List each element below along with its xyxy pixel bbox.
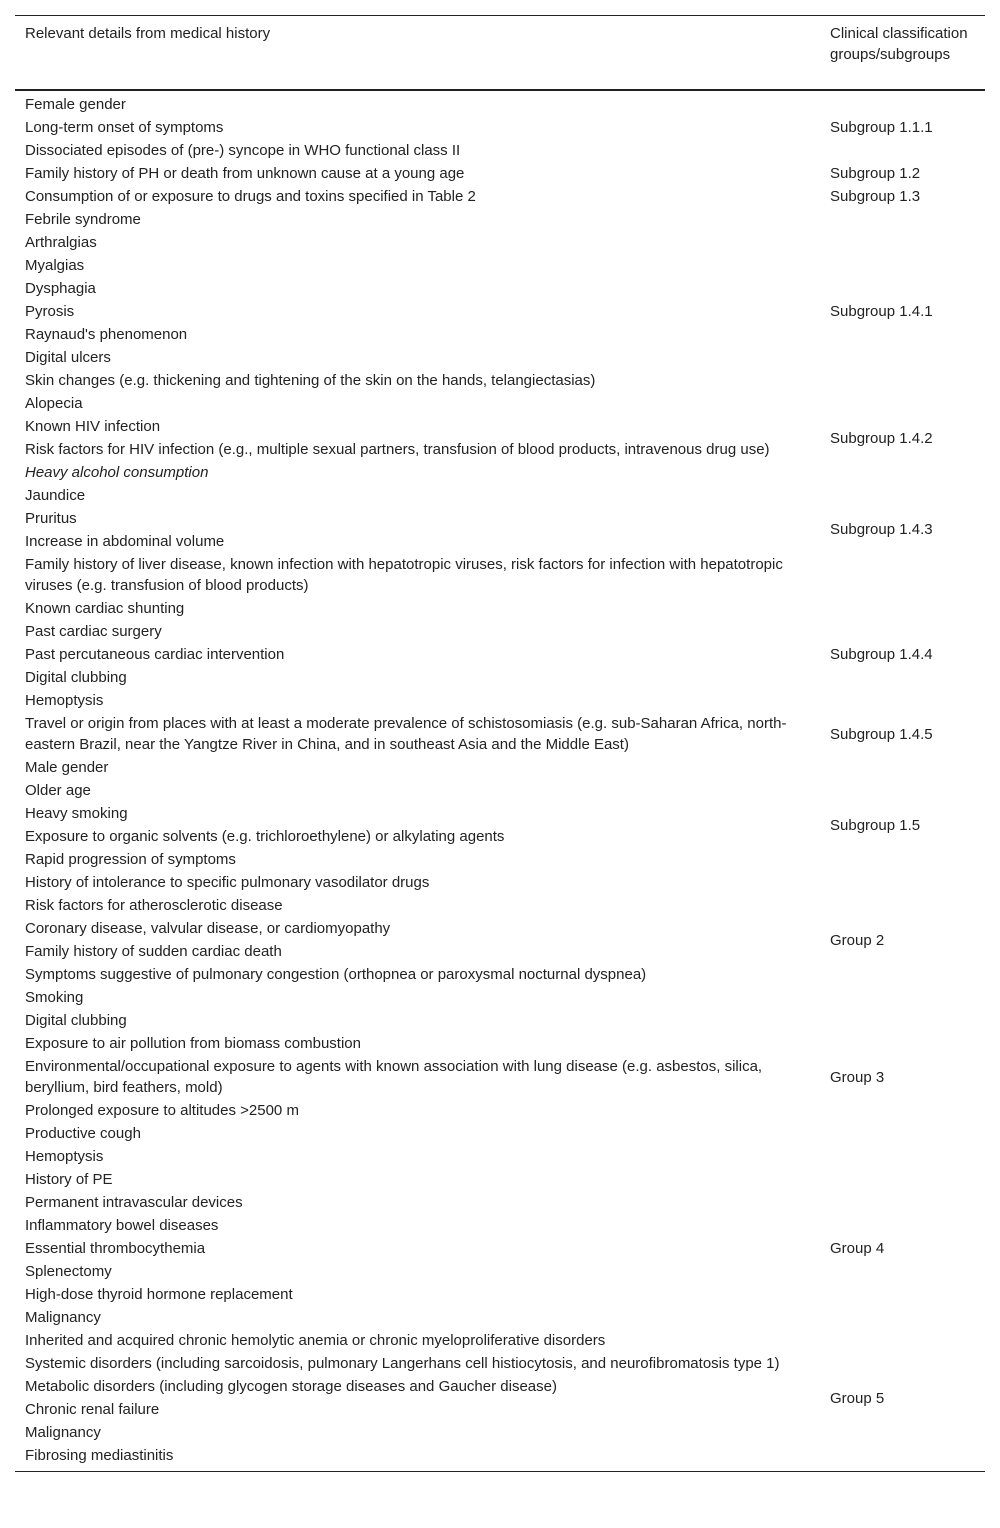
- history-item: Family history of liver disease, known infection with hepatotropic viruses, risk factors for infection with hepatotropic viruses (e.g. transfusion of blood products): [25, 556, 783, 594]
- history-item: Symptoms suggestive of pulmonary congestion (orthopnea or paroxysmal nocturnal dyspnea): [25, 966, 647, 983]
- history-item: Heavy smoking: [25, 805, 128, 822]
- history-details-cell: [15, 93, 820, 162]
- history-item: Inflammatory bowel diseases: [25, 1217, 219, 1234]
- classification-cell: [820, 986, 985, 1168]
- history-item: High-dose thyroid hormone replacement: [25, 1286, 293, 1303]
- history-item: Male gender: [25, 759, 109, 776]
- history-item: Hemoptysis: [25, 692, 104, 709]
- medical-history-table: [15, 15, 985, 1472]
- classification-cell: [820, 1168, 985, 1329]
- classification-label: Subgroup 1.4.4: [830, 646, 933, 663]
- table-body: [15, 91, 985, 1472]
- classification-cell: [820, 894, 985, 986]
- classification-label: Subgroup 1.3: [830, 188, 921, 205]
- history-item: Environmental/occupational exposure to agents with known association with lung disease (e.g. asbestos, silica, beryllium, bird feathers, mold): [25, 1058, 763, 1096]
- history-details-cell: [15, 415, 820, 461]
- classification-label: Subgroup 1.4.3: [830, 520, 933, 538]
- history-item: Dissociated episodes of (pre-) syncope in WHO functional class II: [25, 142, 461, 159]
- history-item: Risk factors for HIV infection (e.g., multiple sexual partners, transfusion of blood products, intravenous drug use): [25, 441, 770, 458]
- table-row-group: [15, 208, 985, 415]
- history-item: Chronic renal failure: [25, 1401, 160, 1418]
- history-item: Rapid progression of symptoms: [25, 851, 236, 868]
- table-row-group: [15, 894, 985, 986]
- history-item: Fibrosing mediastinitis: [25, 1447, 174, 1464]
- history-details-cell: [15, 597, 820, 712]
- history-details-cell: [15, 712, 820, 756]
- history-item: History of intolerance to specific pulmonary vasodilator drugs: [25, 874, 430, 891]
- table-row-group: [15, 1329, 985, 1467]
- history-item: Skin changes (e.g. thickening and tightening of the skin on the hands, telangiectasias): [25, 372, 596, 389]
- history-item: Exposure to air pollution from biomass combustion: [25, 1035, 361, 1052]
- classification-cell: [820, 162, 985, 185]
- table-row-group: [15, 756, 985, 894]
- history-item: Prolonged exposure to altitudes >2500 m: [25, 1102, 299, 1119]
- history-item: Myalgias: [25, 257, 85, 274]
- table-row-group: [15, 461, 985, 597]
- history-item: Digital clubbing: [25, 1012, 127, 1029]
- history-details-cell: [15, 461, 820, 597]
- classification-label: Group 3: [830, 1068, 885, 1086]
- classification-label: Group 2: [830, 931, 885, 949]
- history-item: Systemic disorders (including sarcoidosis, pulmonary Langerhans cell histiocytosis, and neurofibromatosis type 1): [25, 1355, 780, 1372]
- history-details-cell: [15, 756, 820, 894]
- history-item: Alopecia: [25, 395, 83, 412]
- history-item: Pyrosis: [25, 303, 75, 320]
- history-item: Jaundice: [25, 487, 86, 504]
- history-item: Known HIV infection: [25, 418, 161, 435]
- history-item: Increase in abdominal volume: [25, 533, 225, 550]
- classification-label: Subgroup 1.4.5: [830, 725, 933, 743]
- history-item: Past percutaneous cardiac intervention: [25, 646, 285, 663]
- header-medical-history: Relevant details from medical history: [25, 25, 271, 42]
- table-row-group: [15, 712, 985, 756]
- history-item: Pruritus: [25, 510, 77, 527]
- classification-label: Group 5: [830, 1389, 885, 1407]
- history-item: Past cardiac surgery: [25, 623, 162, 640]
- history-item: Digital clubbing: [25, 669, 127, 686]
- history-item: History of PE: [25, 1171, 113, 1188]
- history-item: Known cardiac shunting: [25, 600, 185, 617]
- history-details-cell: [15, 894, 820, 986]
- history-details-cell: [15, 1168, 820, 1329]
- history-details-cell: [15, 986, 820, 1168]
- history-details-cell: [15, 162, 820, 185]
- history-item: Dysphagia: [25, 280, 96, 297]
- history-item: Smoking: [25, 989, 84, 1006]
- classification-cell: [820, 461, 985, 597]
- history-item: Malignancy: [25, 1309, 101, 1326]
- table-header: [15, 15, 985, 91]
- history-item: Risk factors for atherosclerotic disease: [25, 897, 283, 914]
- history-item: Exposure to organic solvents (e.g. trichloroethylene) or alkylating agents: [25, 828, 505, 845]
- history-item: Malignancy: [25, 1424, 101, 1441]
- history-item: Arthralgias: [25, 234, 97, 251]
- classification-label: Subgroup 1.4.1: [830, 303, 933, 320]
- classification-cell: [820, 415, 985, 461]
- history-details-cell: [15, 1329, 820, 1467]
- classification-label: Subgroup 1.2: [830, 165, 921, 182]
- classification-cell: [820, 1329, 985, 1467]
- history-item: Older age: [25, 782, 91, 799]
- classification-cell: [820, 756, 985, 894]
- table-row-group: [15, 415, 985, 461]
- history-item: Long-term onset of symptoms: [25, 119, 224, 136]
- history-item: Hemoptysis: [25, 1148, 104, 1165]
- history-item: Essential thrombocythemia: [25, 1240, 206, 1257]
- history-item: Raynaud's phenomenon: [25, 326, 188, 343]
- history-item: Heavy alcohol consumption: [25, 464, 209, 481]
- history-item: Female gender: [25, 96, 126, 113]
- history-item: Travel or origin from places with at least a moderate prevalence of schistosomiasis (e.g. sub-Saharan Africa, north-eastern Brazil, near the Yangtze River in China, and in southeast Asia and the Middle East): [25, 715, 787, 753]
- history-item: Family history of sudden cardiac death: [25, 943, 282, 960]
- classification-cell: [820, 208, 985, 415]
- classification-cell: [820, 93, 985, 162]
- table-row-group: [15, 93, 985, 162]
- table-row-group: [15, 986, 985, 1168]
- history-item: Coronary disease, valvular disease, or cardiomyopathy: [25, 920, 391, 937]
- history-item: Splenectomy: [25, 1263, 112, 1280]
- history-item: Inherited and acquired chronic hemolytic anemia or chronic myeloproliferative disorders: [25, 1332, 606, 1349]
- history-item: Family history of PH or death from unknown cause at a young age: [25, 165, 465, 182]
- classification-cell: [820, 597, 985, 712]
- history-item: Productive cough: [25, 1125, 141, 1142]
- classification-label: Subgroup 1.1.1: [830, 119, 933, 136]
- classification-label: Group 4: [830, 1240, 885, 1257]
- history-details-cell: [15, 208, 820, 415]
- classification-cell: [820, 185, 985, 208]
- history-item: Permanent intravascular devices: [25, 1194, 243, 1211]
- history-item: Consumption of or exposure to drugs and toxins specified in Table 2: [25, 188, 476, 205]
- table-row-group: [15, 1168, 985, 1329]
- table-row-group: [15, 162, 985, 185]
- table-row-group: [15, 597, 985, 712]
- history-details-cell: [15, 185, 820, 208]
- history-item: Metabolic disorders (including glycogen storage diseases and Gaucher disease): [25, 1378, 557, 1395]
- header-classification: Clinical classification groups/subgroups: [830, 25, 968, 63]
- history-item: Digital ulcers: [25, 349, 111, 366]
- classification-cell: [820, 712, 985, 756]
- table-row-group: [15, 185, 985, 208]
- classification-label: Subgroup 1.4.2: [830, 429, 933, 447]
- history-item: Febrile syndrome: [25, 211, 141, 228]
- classification-label: Subgroup 1.5: [830, 816, 921, 834]
